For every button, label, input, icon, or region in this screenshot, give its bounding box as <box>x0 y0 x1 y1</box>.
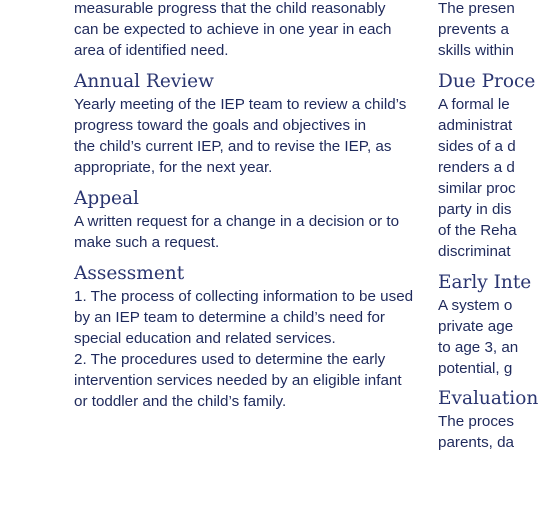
term-due-process: Due Proce <box>438 71 536 92</box>
text-line: measurable progress that the child reasonably <box>74 0 386 17</box>
text-line: progress toward the goals and objectives in <box>74 117 367 134</box>
term-early-intervention: Early Inte <box>438 272 532 293</box>
definition-annual-review <box>74 94 406 178</box>
text-line: skills within <box>438 42 514 59</box>
text-line: A system o <box>438 297 513 314</box>
text-line: The presen <box>438 0 515 17</box>
text-line: prevents a <box>438 21 509 38</box>
text-line: or toddler and the child’s family. <box>74 393 287 410</box>
text-line: A written request for a change in a decision or to <box>74 213 400 230</box>
text-line: potential, g <box>438 360 513 377</box>
text-line: the child’s current IEP, and to revise the IEP, as <box>74 138 392 155</box>
right-column <box>438 0 538 512</box>
term-assessment: Assessment <box>74 263 185 284</box>
text-line: make such a request. <box>74 234 220 251</box>
text-line: A formal le <box>438 96 510 113</box>
text-line: parents, da <box>438 434 514 451</box>
text-line: party in dis <box>438 201 512 218</box>
text-line: of the Reha <box>438 222 517 239</box>
term-annual-review: Annual Review <box>74 71 214 92</box>
text-line: sides of a d <box>438 138 516 155</box>
definition-early-intervention <box>438 295 518 379</box>
text-line: special education and related services. <box>74 330 336 347</box>
term-appeal: Appeal <box>74 188 139 209</box>
text-line: 1. The process of collecting information to be used <box>74 288 414 305</box>
definition-evaluation <box>438 411 514 453</box>
text-line: Yearly meeting of the IEP team to review a child’s <box>74 96 407 113</box>
text-line: to age 3, an <box>438 339 519 356</box>
definition-due-process <box>438 94 517 262</box>
text-line: can be expected to achieve in one year in each <box>74 21 392 38</box>
text-line: renders a d <box>438 159 515 176</box>
term-evaluation: Evaluation <box>438 388 538 409</box>
text-line: administrat <box>438 117 513 134</box>
text-line: private age <box>438 318 514 335</box>
text-line: similar proc <box>438 180 516 197</box>
text-line: 2. The procedures used to determine the early <box>74 351 386 368</box>
intro-paragraph-right <box>438 0 515 61</box>
text-line: area of identified need. <box>74 42 229 59</box>
definition-appeal <box>74 211 399 253</box>
text-line: intervention services needed by an eligible infant <box>74 372 402 389</box>
text-line: by an IEP team to determine a child’s need for <box>74 309 385 326</box>
text-line: discriminat <box>438 243 511 260</box>
text-line: The proces <box>438 413 514 430</box>
text-line: appropriate, for the next year. <box>74 159 273 176</box>
definition-assessment <box>74 286 413 412</box>
intro-paragraph <box>74 0 391 61</box>
